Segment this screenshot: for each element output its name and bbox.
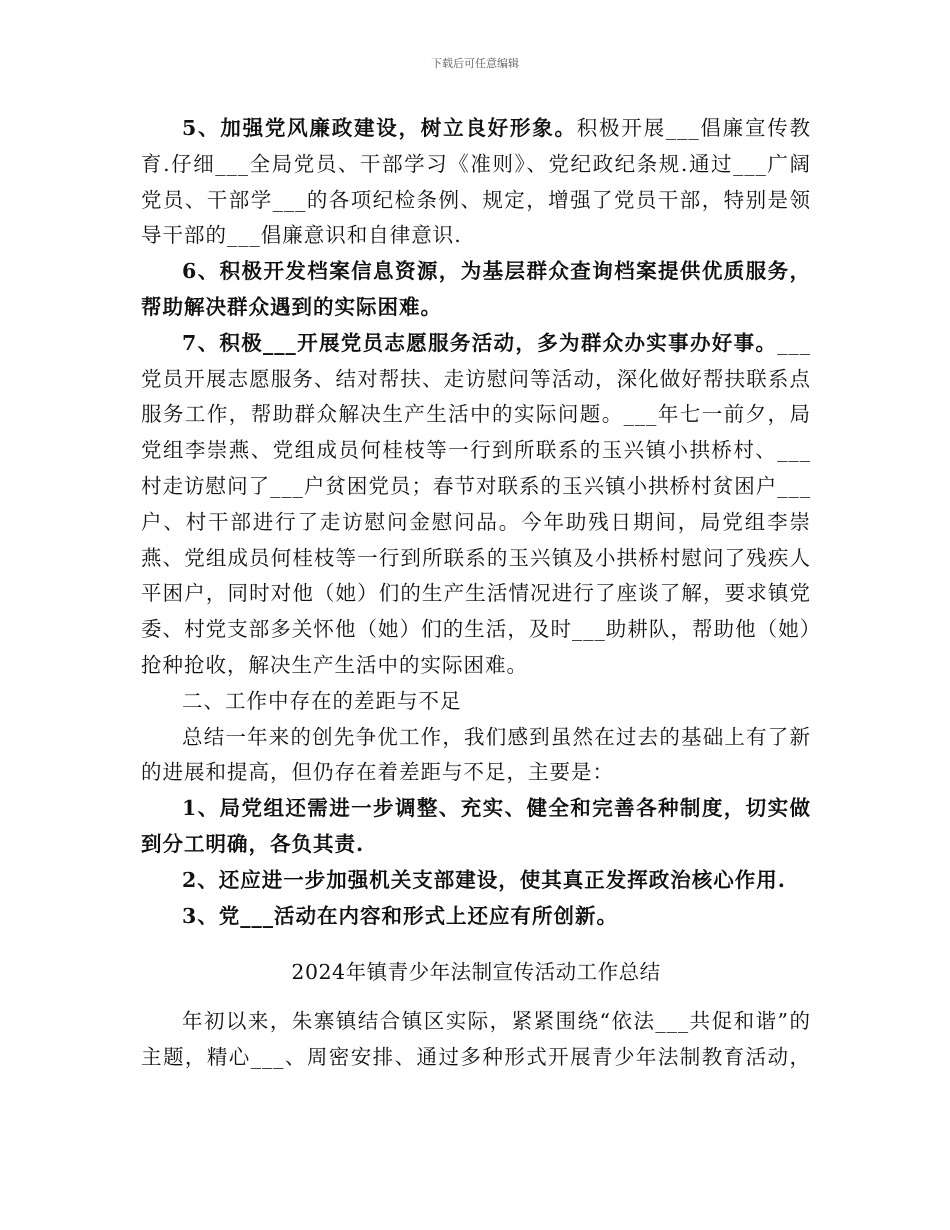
section-2-item-3: 3、党___活动在内容和形式上还应有所创新。 bbox=[182, 903, 619, 928]
section-2-item-2: 2、还应进一步加强机关支部建设，使其真正发挥政治核心作用. bbox=[182, 867, 786, 892]
document-body bbox=[141, 111, 811, 1076]
page-header-note: 下载后可任意编辑 bbox=[431, 57, 519, 70]
section-2-intro: 总结一年来的创先争优工作，我们感到虽然在过去的基础上有了新的进展和提高，但仍存在着差距与不足，主要是： bbox=[141, 724, 811, 785]
item-6-paragraph: 6、积极开发档案信息资源，为基层群众查询档案提供优质服务，帮助解决群众遇到的实际困难。 bbox=[141, 259, 811, 319]
item-5-paragraph bbox=[141, 111, 811, 254]
item-7-body: ___党员开展志愿服务、结对帮扶、走访慰问等活动，深化做好帮扶联系点服务工作，帮助群众解决生产生活中的实际问题。___年七一前夕，局党组李崇燕、党组成员何桂枝等一行到所联系的玉兴镇小拱桥村、___村走访慰问了___户贫困党员；春节对联系的玉兴镇小拱桥村贫困户___户、村干部进行了走访慰问金慰问品。今年助残日期间，局党组李崇燕、党组成员何桂枝等一行到所联系的玉兴镇及小拱桥村慰问了残疾人平困户，同时对他（她）们的生产生活情况进行了座谈了解，要求镇党委、村党支部多关怀他（她）们的生活，及时___助耕队，帮助他（她）抢种抢收，解决生产生活中的实际困难。 bbox=[141, 330, 811, 677]
section-2-item-1: 1、局党组还需进一步调整、充实、健全和完善各种制度，切实做到分工明确，各负其责. bbox=[141, 796, 811, 856]
item-5-heading: 5、加强党风廉政建设，树立良好形象。 bbox=[182, 116, 577, 140]
doc2-paragraph-1: 年初以来，朱寨镇结合镇区实际，紧紧围绕“依法___共促和谐”的主题，精心___、周密安排、通过多种形式开展青少年法制教育活动， bbox=[141, 1009, 811, 1070]
item-5-body: 积极开展___倡廉宣传教育.仔细___全局党员、干部学习《准则》、党纪政纪条规.通过___广阔党员、干部学___的各项纪检条例、规定，增强了党员干部，特别是领导干部的___倡廉意识和自律意识. bbox=[141, 116, 812, 248]
item-7-paragraph bbox=[141, 326, 811, 684]
section-2-heading: 二、工作中存在的差距与不足 bbox=[182, 688, 462, 713]
item-7-heading: 7、积极___开展党员志愿服务活动，多为群众办实事办好事。 bbox=[182, 330, 778, 355]
document-title: 2024年镇青少年法制宣传活动工作总结 bbox=[291, 960, 661, 985]
